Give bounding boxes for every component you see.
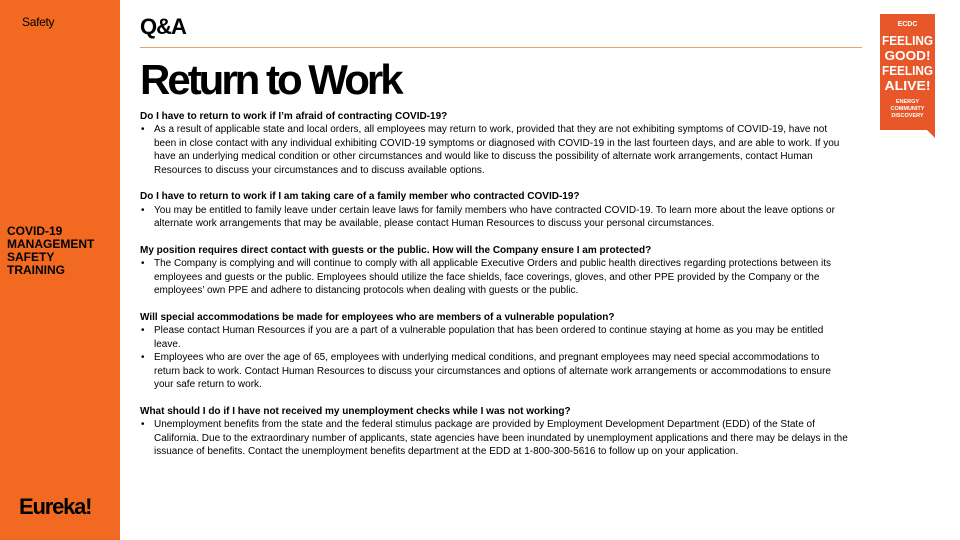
answer-text: Unemployment benefits from the state and the federal stimulus package are provided by Employment Development Department (EDD) of the State of California. Due to the extraordinary number of applicants, state agencies have been inundated by unemployment applications and there may be delays in the issuance of benefits. Contact the unemployment benefits department at the EDD at 1-800-300-5616 to follow up on your application.: [154, 419, 848, 458]
badge-sub2: COMMUNITY: [890, 106, 925, 112]
qa-heading: Q&A: [140, 14, 186, 39]
page-title: Return to Work: [140, 56, 401, 103]
question: Do I have to return to work if I am taking care of a family member who contracted COVID-19?: [140, 191, 580, 203]
answer-bullet: [140, 123, 848, 177]
bullet-marker: •: [141, 419, 145, 431]
answer-bullet: [140, 324, 848, 351]
question: Do I have to return to work if I’m afraid of contracting COVID-19?: [140, 111, 448, 122]
answer-bullet: [140, 418, 848, 458]
training-title: COVID-19 MANAGEMENT SAFETY TRAINING: [7, 224, 95, 277]
bullet-marker: •: [141, 258, 145, 270]
feeling-good-badge: [880, 14, 935, 138]
qa-item: [140, 190, 848, 230]
answer-text: Employees who are over the age of 65, employees with underlying medical conditions, and pregnant employees may need special accommodations to return back to work. Contact Human Resources to discuss your circumstances and options of alternate work arrangements or accommodations to ensure your safe return to work.: [154, 352, 831, 391]
badge-top-text: ECDC: [897, 21, 918, 28]
answer-bullet: [140, 204, 848, 231]
badge-sub1: ENERGY: [895, 99, 920, 105]
answer-bullet: [140, 257, 848, 297]
badge-line2: GOOD!: [884, 48, 931, 63]
section-label: Safety: [22, 15, 55, 29]
bullet-marker: •: [141, 124, 145, 136]
qa-item: [140, 405, 848, 459]
answer-text: You may be entitled to family leave under certain leave laws for family members who have contracted COVID-19. To learn more about the leave options or alternate work arrangements that may be available, please contact Human Resources to discuss your personal circumstances.: [154, 204, 835, 230]
eureka-logo: Eureka!: [19, 494, 92, 519]
question: My position requires direct contact with guests or the public. How will the Company ensure I am protected?: [140, 245, 652, 257]
answer-text: As a result of applicable state and local orders, all employees may return to work, provided that they are not exhibiting symptoms of COVID-19, have not been in close contact with any individual exhibiting COVID-19 symptoms or diagnosed with COVID-19 in the last fourteen days, and are able to work. If you have an underlying medical condition or other circumstances and would like to discuss the possibility of alternate work arrangements, contact Human Resources to discuss your circumstances and to discuss available options.: [154, 124, 840, 176]
question: Will special accommodations be made for employees who are members of a vulnerable population?: [140, 312, 615, 324]
question: What should I do if I have not received my unemployment checks while I was not working?: [140, 405, 571, 417]
qa-content: [140, 110, 848, 472]
badge-line3: FEELING: [882, 63, 933, 78]
bullet-marker: •: [141, 325, 145, 337]
qa-item: [140, 311, 848, 391]
answer-text: Please contact Human Resources if you are a part of a vulnerable population that has been ordered to continue staying at home as you may be entitled leave.: [154, 325, 824, 350]
answer-bullet: [140, 351, 848, 391]
bullet-marker: •: [141, 352, 145, 364]
answer-text: The Company is complying and will continue to comply with all applicable Executive Orders and public health directives regarding protections between its employees and guests or the public. Employees should utilize the face shields, face coverings, gloves, and other PPE provided by the Company or the employees’ own PPE and adhere to distancing protocols when dealing with guests or the public.: [154, 258, 832, 297]
badge-sub3: DISCOVERY: [891, 113, 924, 119]
qa-item: [140, 244, 848, 298]
qa-item: [140, 110, 848, 177]
sidebar: [0, 0, 120, 540]
bullet-marker: •: [141, 204, 145, 216]
header-divider: [140, 47, 862, 48]
badge-line4: ALIVE!: [884, 78, 931, 93]
badge-line1: FEELING: [882, 33, 933, 48]
